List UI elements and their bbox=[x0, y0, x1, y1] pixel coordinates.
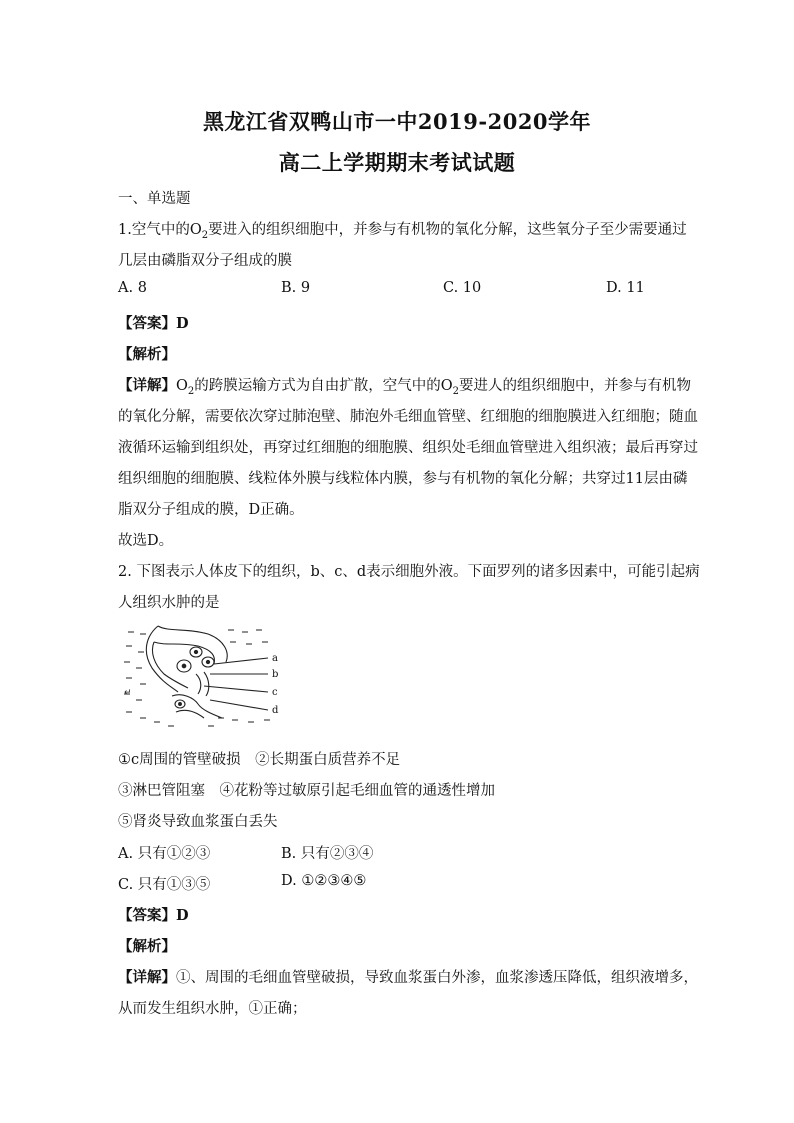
q1-detail-line2: 的氧化分解，需要依次穿过肺泡壁、肺泡外毛细血管壁、红细胞的细胞膜进入红细胞；随血 bbox=[118, 409, 698, 425]
q2-answer bbox=[118, 904, 189, 925]
q1-detail-1c: 要进人的组织细胞中，并参与有机物 bbox=[459, 378, 692, 394]
q1-stem-b: 要进入的组织细胞中，并参与有机物的氧化分解，这些氧分子至少需要通过 bbox=[208, 222, 687, 238]
q1-answer bbox=[118, 312, 189, 333]
q2-answer-label: 【答案】 bbox=[118, 907, 176, 924]
q1-answer-label: 【答案】 bbox=[118, 315, 176, 332]
q2-stem-line2: 人组织水肿的是 bbox=[118, 595, 220, 611]
document-title-line1: 黑龙江省双鸭山市一中2019-2020学年 bbox=[202, 109, 592, 134]
q1-detail-line3: 液循环运输到组织处，再穿过红细胞的细胞膜、组织处毛细血管壁进入组织液；最后再穿过 bbox=[118, 440, 698, 456]
q1-detail-line4: 组织细胞的细胞膜、线粒体外膜与线粒体内膜，参与有机物的氧化分解；共穿过11层由磷 bbox=[118, 471, 688, 487]
q2-detail-line2: 从而发生组织水肿，①正确； bbox=[118, 1001, 307, 1017]
q1-stem-line2: 几层由磷脂双分子组成的膜 bbox=[118, 253, 292, 269]
q2-detail-label: 【详解】 bbox=[118, 969, 176, 986]
q1-answer-value: D bbox=[176, 315, 189, 332]
q1-stem-sub: 2 bbox=[201, 229, 209, 241]
tissue-diagram bbox=[118, 622, 298, 730]
document-title-line2: 高二上学期期末考试试题 bbox=[278, 150, 516, 175]
q1-option-c: C. 10 bbox=[443, 280, 482, 296]
q2-stem-line1: 2. 下图表示人体皮下的组织，b、c、d表示细胞外液。下面罗列的诸多因素中，可能引起病 bbox=[118, 564, 700, 580]
figure-label-c: c bbox=[272, 687, 278, 698]
q1-detail-1a: O bbox=[176, 378, 188, 394]
q1-detail-line5: 脂双分子组成的膜，D正确。 bbox=[118, 502, 304, 518]
q1-detail-sub1: 2 bbox=[187, 385, 195, 397]
q2-analysis-label: 【解析】 bbox=[118, 938, 176, 955]
q1-stem-a: 1.空气中的O bbox=[118, 222, 202, 238]
q2-factor-line2: ③淋巴管阻塞 ④花粉等过敏原引起毛细血管的通透性增加 bbox=[118, 783, 495, 799]
return-mark-icon: ↵ bbox=[124, 688, 132, 698]
q2-factor-line1: ①c周围的管壁破损 ②长期蛋白质营养不足 bbox=[118, 752, 401, 768]
figure-label-d: d bbox=[272, 705, 279, 716]
q2-option-c: C. 只有①③⑤ bbox=[118, 877, 211, 893]
q2-option-a: A. 只有①②③ bbox=[118, 846, 211, 862]
q2-option-d: D. ①②③④⑤ bbox=[281, 873, 367, 889]
q2-factor-line3: ⑤肾炎导致血浆蛋白丢失 bbox=[118, 814, 278, 830]
q1-detail-1b: 的跨膜运输方式为自由扩散，空气中的O bbox=[194, 378, 453, 394]
q1-detail-line1 bbox=[118, 374, 691, 397]
q2-detail-text1: ①、周围的毛细血管壁破损，导致血浆蛋白外渗，血浆渗透压降低，组织液增多， bbox=[176, 970, 698, 986]
figure-label-b: b bbox=[272, 669, 279, 680]
section-heading: 一、单选题 bbox=[118, 191, 191, 207]
q2-answer-value: D bbox=[176, 907, 189, 924]
q2-detail-line1 bbox=[118, 966, 698, 987]
q1-option-b: B. 9 bbox=[281, 280, 311, 296]
q1-detail-sub2: 2 bbox=[452, 385, 460, 397]
q2-option-b: B. 只有②③④ bbox=[281, 846, 374, 862]
q1-option-d: D. 11 bbox=[606, 280, 645, 296]
figure-label-a: a bbox=[272, 653, 278, 664]
q1-detail-label: 【详解】 bbox=[118, 377, 176, 394]
q1-option-a: A. 8 bbox=[118, 280, 147, 296]
q1-stem-line1 bbox=[118, 218, 687, 241]
q1-analysis-label: 【解析】 bbox=[118, 346, 176, 363]
q1-conclusion: 故选D。 bbox=[118, 533, 174, 549]
